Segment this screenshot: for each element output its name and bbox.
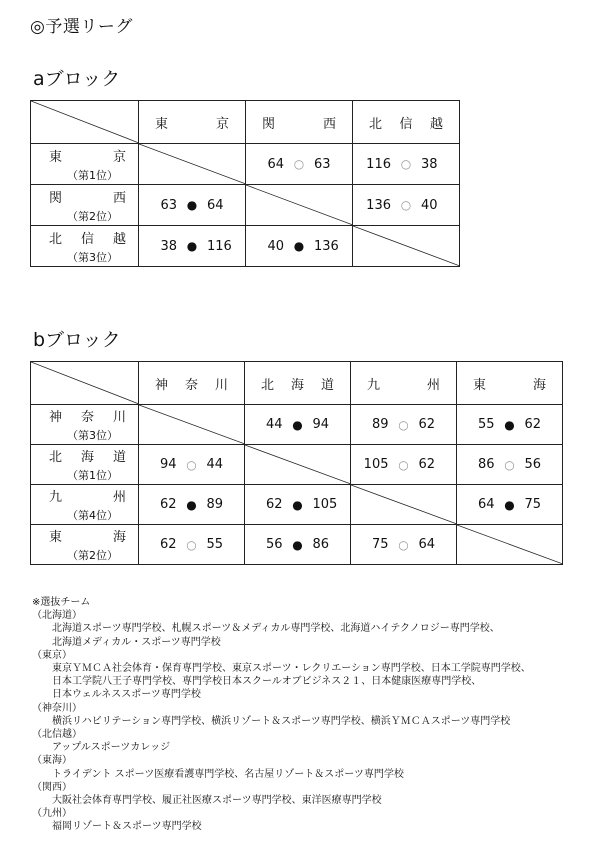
own-score: 40	[267, 238, 284, 254]
team-char: 東	[473, 377, 487, 393]
team-char: 越	[112, 231, 126, 247]
school-list-line: 横浜リハビリテーション専門学校、横浜リゾート＆スポーツ専門学校、横浜ＹＭＣＡスポーツ専門学校	[52, 715, 511, 727]
team-char: 北	[369, 116, 383, 132]
team-char: 州	[112, 490, 126, 505]
region-label: （東京）	[32, 649, 72, 661]
cell-diagonal	[139, 144, 246, 184]
team-char: 京	[215, 116, 229, 132]
block-a-table	[30, 100, 460, 267]
own-score: 105	[363, 457, 389, 472]
team-char: 東	[49, 530, 63, 545]
team-char: 道	[320, 377, 334, 393]
row-header	[31, 405, 139, 445]
column-header	[351, 362, 457, 405]
corner-diagonal	[31, 101, 139, 143]
region-label: （北信越）	[32, 729, 82, 741]
score-cell	[353, 144, 460, 185]
opponent-score: 64	[207, 197, 224, 213]
opponent-score: 94	[312, 417, 330, 432]
own-score: 56	[265, 537, 283, 552]
table-row	[31, 226, 460, 267]
opponent-score: 64	[418, 537, 436, 552]
cell-diagonal	[246, 185, 353, 225]
own-score: 55	[477, 417, 495, 432]
team-char: 海	[290, 377, 304, 393]
corner-cell	[31, 101, 139, 144]
cell-diagonal	[351, 485, 457, 524]
opponent-score: 38	[421, 156, 438, 172]
opponent-score: 75	[524, 497, 542, 512]
row-header	[31, 185, 139, 226]
loss-mark-icon: ●	[186, 497, 197, 512]
rank-label: （第1位）	[67, 469, 118, 482]
team-char: 州	[426, 377, 440, 393]
column-header	[353, 101, 460, 144]
block-b-title: bブロック	[33, 329, 121, 351]
table-row	[31, 405, 563, 445]
own-score: 89	[371, 417, 389, 432]
rank-label: （第2位）	[67, 209, 118, 223]
score-cell	[353, 185, 460, 226]
column-header	[139, 362, 245, 405]
opponent-score: 40	[421, 197, 438, 213]
score-cell	[246, 144, 353, 185]
score-cell	[351, 525, 457, 565]
own-score: 38	[160, 238, 177, 254]
win-mark-icon: ○	[186, 457, 197, 472]
team-char: 奈	[80, 410, 94, 425]
score-cell	[457, 445, 563, 485]
row-header	[31, 445, 139, 485]
school-list-line: 東京ＹＭＣＡ社会体育・保育専門学校、東京スポーツ・レクリエーション専門学校、日本工学院専門学校、	[52, 663, 531, 675]
corner-cell	[31, 362, 139, 405]
own-score: 75	[371, 537, 389, 552]
team-char: 海	[112, 530, 126, 545]
score-cell	[457, 485, 563, 525]
win-mark-icon: ○	[504, 457, 515, 472]
self-match-cell	[246, 185, 353, 226]
own-score: 116	[366, 156, 391, 172]
score-cell	[139, 185, 246, 226]
row-header	[31, 226, 139, 267]
win-mark-icon: ○	[293, 157, 305, 171]
region-label: （九州）	[32, 808, 72, 820]
team-char: 道	[112, 450, 126, 465]
row-header	[31, 485, 139, 525]
opponent-score: 63	[314, 156, 331, 172]
score-cell	[139, 525, 245, 565]
opponent-score: 62	[418, 457, 436, 472]
opponent-score: 105	[312, 497, 338, 512]
score-cell	[139, 445, 245, 485]
table-row	[31, 485, 563, 525]
opponent-score: 44	[206, 457, 224, 472]
rank-label: （第2位）	[67, 549, 118, 562]
self-match-cell	[457, 525, 563, 565]
school-list-line: 日本工学院八王子専門学校、専門学校日本スクールオブビジネス２１、日本健康医療専門学校、	[52, 676, 482, 688]
team-char: 九	[367, 377, 381, 393]
column-header	[246, 101, 353, 144]
own-score: 94	[159, 457, 177, 472]
opponent-score: 56	[524, 457, 542, 472]
score-cell	[246, 226, 353, 267]
win-mark-icon: ○	[400, 157, 412, 171]
team-char: 海	[532, 377, 546, 393]
school-list-line: 大阪社会体育専門学校、履正社医療スポーツ専門学校、東洋医療専門学校	[52, 795, 382, 807]
win-mark-icon: ○	[398, 417, 409, 432]
score-cell	[351, 445, 457, 485]
region-label: （東海）	[32, 755, 72, 767]
team-char: 西	[322, 116, 336, 132]
opponent-score: 62	[418, 417, 436, 432]
loss-mark-icon: ●	[186, 239, 198, 253]
row-header	[31, 144, 139, 185]
own-score: 63	[160, 197, 177, 213]
corner-diagonal	[31, 362, 139, 404]
score-cell	[245, 405, 351, 445]
notes-heading: ※選抜チーム	[32, 597, 91, 608]
win-mark-icon: ○	[398, 537, 409, 552]
team-char: 関	[262, 116, 276, 132]
win-mark-icon: ○	[186, 537, 197, 552]
rank-label: （第3位）	[67, 429, 118, 442]
cell-diagonal	[139, 405, 245, 444]
own-score: 86	[477, 457, 495, 472]
team-char: 海	[80, 450, 94, 465]
region-label: （北海道）	[32, 610, 82, 622]
rank-label: （第3位）	[67, 250, 118, 264]
self-match-cell	[351, 485, 457, 525]
self-match-cell	[139, 405, 245, 445]
loss-mark-icon: ●	[504, 417, 515, 432]
own-score: 136	[366, 197, 391, 213]
table-row	[31, 144, 460, 185]
selection-teams-notes	[32, 596, 531, 834]
team-char: 北	[49, 450, 63, 465]
school-list-line: 日本ウェルネススポーツ専門学校	[52, 689, 201, 701]
column-header	[139, 101, 246, 144]
rank-label: （第1位）	[67, 168, 118, 182]
column-header	[245, 362, 351, 405]
school-list-line: 福岡リゾート＆スポーツ専門学校	[52, 821, 202, 833]
team-char: 東	[49, 149, 63, 165]
team-char: 西	[112, 190, 126, 206]
team-char: 川	[112, 410, 126, 425]
score-cell	[139, 485, 245, 525]
score-cell	[457, 405, 563, 445]
loss-mark-icon: ●	[292, 497, 303, 512]
team-char: 北	[261, 377, 275, 393]
team-char: 九	[49, 490, 63, 505]
loss-mark-icon: ●	[292, 417, 303, 432]
score-cell	[139, 226, 246, 267]
own-score: 64	[267, 156, 284, 172]
school-list-line: 北海道メディカル・スポーツ専門学校	[52, 636, 221, 648]
loss-mark-icon: ●	[292, 537, 303, 552]
own-score: 62	[159, 497, 177, 512]
team-char: 東	[155, 116, 169, 132]
team-char: 信	[399, 116, 413, 132]
cell-diagonal	[353, 226, 460, 266]
win-mark-icon: ○	[398, 457, 409, 472]
school-list-line: トライデント スポーツ医療看護専門学校、名古屋リゾート＆スポーツ専門学校	[52, 768, 404, 780]
page-title: ◎予選リーグ	[30, 17, 133, 37]
row-header	[31, 525, 139, 565]
region-label: （神奈川）	[32, 702, 82, 714]
team-char: 川	[214, 377, 228, 393]
team-char: 信	[80, 231, 94, 247]
self-match-cell	[139, 144, 246, 185]
cell-diagonal	[457, 525, 563, 564]
team-char: 神	[155, 377, 169, 393]
opponent-score: 55	[206, 537, 224, 552]
rank-label: （第4位）	[67, 509, 118, 522]
own-score: 62	[265, 497, 283, 512]
table-row	[31, 185, 460, 226]
cell-diagonal	[245, 445, 351, 484]
loss-mark-icon: ●	[293, 239, 305, 253]
school-list-line: アップルスポーツカレッジ	[52, 742, 171, 754]
score-cell	[351, 405, 457, 445]
block-a-title: aブロック	[33, 68, 121, 90]
loss-mark-icon: ●	[186, 198, 198, 212]
own-score: 44	[265, 417, 283, 432]
team-char: 関	[49, 190, 63, 206]
block-b-table	[30, 361, 563, 565]
table-row	[31, 445, 563, 485]
opponent-score: 86	[312, 537, 330, 552]
team-char: 越	[429, 116, 443, 132]
region-label: （関西）	[32, 781, 72, 793]
opponent-score: 136	[314, 238, 339, 254]
win-mark-icon: ○	[400, 198, 412, 212]
opponent-score: 62	[524, 417, 542, 432]
opponent-score: 116	[207, 238, 232, 254]
self-match-cell	[353, 226, 460, 267]
team-char: 奈	[184, 377, 198, 393]
team-char: 京	[112, 149, 126, 165]
own-score: 64	[477, 497, 495, 512]
own-score: 62	[159, 537, 177, 552]
opponent-score: 89	[206, 497, 224, 512]
column-header	[457, 362, 563, 405]
team-char: 神	[49, 410, 63, 425]
school-list-line: 北海道スポーツ専門学校、札幌スポーツ＆メディカル専門学校、北海道ハイテクノロジー専門学校、	[52, 623, 500, 635]
score-cell	[245, 525, 351, 565]
table-row	[31, 525, 563, 565]
loss-mark-icon: ●	[504, 497, 515, 512]
team-char: 北	[49, 231, 63, 247]
score-cell	[245, 485, 351, 525]
self-match-cell	[245, 445, 351, 485]
